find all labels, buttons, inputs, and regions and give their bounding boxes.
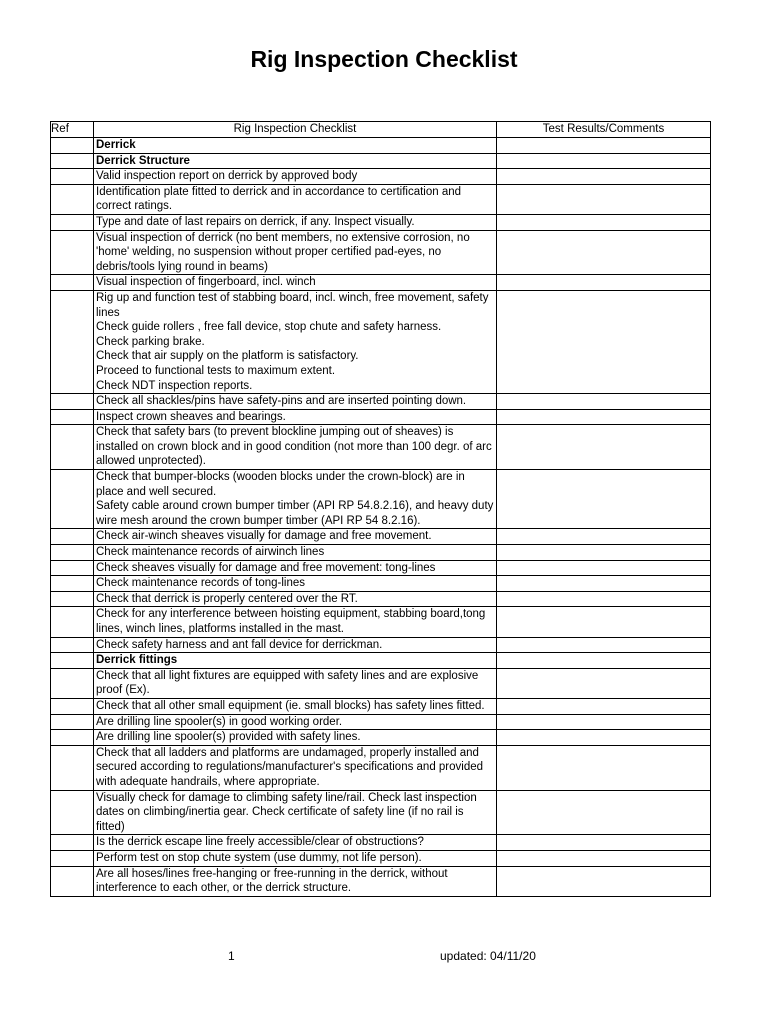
table-row — [51, 668, 711, 698]
result-cell[interactable] — [497, 637, 711, 653]
table-row — [51, 698, 711, 714]
ref-cell — [51, 730, 94, 746]
checklist-item: Visual inspection of fingerboard, incl. winch — [94, 275, 497, 291]
table-row — [51, 591, 711, 607]
table-row — [51, 409, 711, 425]
checklist-item: Are drilling line spooler(s) in good working order. — [94, 714, 497, 730]
ref-cell — [51, 138, 94, 154]
section-row — [51, 653, 711, 669]
page-number: 1 — [228, 949, 235, 963]
result-cell[interactable] — [497, 169, 711, 185]
result-cell[interactable] — [497, 591, 711, 607]
section-row — [51, 138, 711, 154]
checklist-item: Is the derrick escape line freely accessible/clear of obstructions? — [94, 835, 497, 851]
checklist-item: Perform test on stop chute system (use dummy, not life person). — [94, 850, 497, 866]
results-column-header: Test Results/Comments — [497, 122, 711, 138]
table-row — [51, 730, 711, 746]
table-row — [51, 275, 711, 291]
checklist-item: Check that bumper-blocks (wooden blocks under the crown-block) are in place and well secured. Safety cable around crown bumper timber (API RP 54.8.2.16), and heavy duty wire mesh around the crown bumper timber (API RP 54 8.2.16). — [94, 470, 497, 529]
ref-cell — [51, 714, 94, 730]
result-cell[interactable] — [497, 790, 711, 835]
page-title: Rig Inspection Checklist — [250, 46, 518, 72]
table-row — [51, 850, 711, 866]
ref-cell — [51, 529, 94, 545]
result-cell[interactable] — [497, 214, 711, 230]
ref-cell — [51, 790, 94, 835]
checklist-item: Valid inspection report on derrick by approved body — [94, 169, 497, 185]
ref-cell — [51, 576, 94, 592]
result-cell[interactable] — [497, 409, 711, 425]
result-cell[interactable] — [497, 545, 711, 561]
checklist-item: Check that all ladders and platforms are undamaged, properly installed and secured according to regulations/manufacturer's specifications and provided with adequate handrails, where appropriate. — [94, 745, 497, 790]
table-row — [51, 790, 711, 835]
ref-cell — [51, 425, 94, 470]
result-cell[interactable] — [497, 138, 711, 154]
result-cell[interactable] — [497, 275, 711, 291]
ref-cell — [51, 866, 94, 896]
ref-cell — [51, 637, 94, 653]
result-cell[interactable] — [497, 184, 711, 214]
result-cell[interactable] — [497, 576, 711, 592]
result-cell[interactable] — [497, 730, 711, 746]
result-cell[interactable] — [497, 529, 711, 545]
table-row — [51, 866, 711, 896]
table-header-row — [51, 122, 711, 138]
ref-cell — [51, 153, 94, 169]
updated-date: updated: 04/11/20 — [440, 949, 536, 963]
table-row — [51, 576, 711, 592]
result-cell[interactable] — [497, 607, 711, 637]
table-row — [51, 230, 711, 275]
checklist-item: Check that all light fixtures are equipped with safety lines and are explosive proof (Ex). — [94, 668, 497, 698]
result-cell[interactable] — [497, 290, 711, 393]
checklist-item: Check all shackles/pins have safety-pins and are inserted pointing down. — [94, 394, 497, 410]
ref-cell — [51, 394, 94, 410]
checklist-item: Identification plate fitted to derrick and in accordance to certification and correct ratings. — [94, 184, 497, 214]
result-cell[interactable] — [497, 394, 711, 410]
section-heading: Derrick Structure — [94, 153, 497, 169]
result-cell[interactable] — [497, 668, 711, 698]
checklist-item: Check maintenance records of tong-lines — [94, 576, 497, 592]
result-cell[interactable] — [497, 653, 711, 669]
ref-cell — [51, 275, 94, 291]
result-cell[interactable] — [497, 714, 711, 730]
checklist-item: Check for any interference between hoisting equipment, stabbing board,tong lines, winch lines, platforms installed in the mast. — [94, 607, 497, 637]
section-heading: Derrick — [94, 138, 497, 154]
result-cell[interactable] — [497, 850, 711, 866]
checklist-item: Check air-winch sheaves visually for damage and free movement. — [94, 529, 497, 545]
result-cell[interactable] — [497, 560, 711, 576]
table-row — [51, 425, 711, 470]
ref-cell — [51, 545, 94, 561]
section-row — [51, 153, 711, 169]
checklist-item: Are all hoses/lines free-hanging or free-running in the derrick, without interference to each other, or the derrick structure. — [94, 866, 497, 896]
table-row — [51, 394, 711, 410]
ref-cell — [51, 653, 94, 669]
table-row — [51, 470, 711, 529]
ref-column-header: Ref — [51, 122, 94, 138]
ref-cell — [51, 607, 94, 637]
ref-cell — [51, 745, 94, 790]
checklist-item: Check maintenance records of airwinch lines — [94, 545, 497, 561]
result-cell[interactable] — [497, 153, 711, 169]
checklist-table — [50, 121, 711, 897]
checklist-item: Are drilling line spooler(s) provided with safety lines. — [94, 730, 497, 746]
ref-cell — [51, 698, 94, 714]
ref-cell — [51, 214, 94, 230]
checklist-item: Check safety harness and ant fall device for derrickman. — [94, 637, 497, 653]
table-row — [51, 290, 711, 393]
table-row — [51, 607, 711, 637]
ref-cell — [51, 470, 94, 529]
ref-cell — [51, 668, 94, 698]
ref-cell — [51, 409, 94, 425]
checklist-item: Visual inspection of derrick (no bent members, no extensive corrosion, no 'home' welding, no suspension without proper certified pad-eyes, no debris/tools lying round in beams) — [94, 230, 497, 275]
result-cell[interactable] — [497, 835, 711, 851]
result-cell[interactable] — [497, 470, 711, 529]
table-row — [51, 545, 711, 561]
ref-cell — [51, 169, 94, 185]
checklist-column-header: Rig Inspection Checklist — [94, 122, 497, 138]
ref-cell — [51, 835, 94, 851]
result-cell[interactable] — [497, 698, 711, 714]
table-row — [51, 184, 711, 214]
ref-cell — [51, 850, 94, 866]
checklist-item: Check that all other small equipment (ie. small blocks) has safety lines fitted. — [94, 698, 497, 714]
table-row — [51, 835, 711, 851]
table-row — [51, 714, 711, 730]
table-row — [51, 214, 711, 230]
table-row — [51, 560, 711, 576]
result-cell[interactable] — [497, 745, 711, 790]
checklist-item: Check that safety bars (to prevent blockline jumping out of sheaves) is installed on crown block and in good condition (not more than 100 degr. of arc allowed unprotected). — [94, 425, 497, 470]
checklist-item: Inspect crown sheaves and bearings. — [94, 409, 497, 425]
table-row — [51, 169, 711, 185]
ref-cell — [51, 591, 94, 607]
checklist-item: Check sheaves visually for damage and free movement: tong-lines — [94, 560, 497, 576]
table-row — [51, 637, 711, 653]
checklist-item: Rig up and function test of stabbing board, incl. winch, free movement, safety lines Check guide rollers , free fall device, stop chute and safety harness. Check parking brake. Check that air supply on the platform is satisfactory. Proceed to functional tests to maximum extent. Check NDT inspection reports. — [94, 290, 497, 393]
checklist-body — [51, 138, 711, 897]
result-cell[interactable] — [497, 866, 711, 896]
checklist-item: Type and date of last repairs on derrick, if any. Inspect visually. — [94, 214, 497, 230]
checklist-item: Visually check for damage to climbing safety line/rail. Check last inspection dates on climbing/inertia gear. Check certificate of safety line (if no rail is fitted) — [94, 790, 497, 835]
checklist-item: Check that derrick is properly centered over the RT. — [94, 591, 497, 607]
ref-cell — [51, 290, 94, 393]
ref-cell — [51, 560, 94, 576]
result-cell[interactable] — [497, 425, 711, 470]
ref-cell — [51, 184, 94, 214]
section-heading: Derrick fittings — [94, 653, 497, 669]
result-cell[interactable] — [497, 230, 711, 275]
table-row — [51, 745, 711, 790]
ref-cell — [51, 230, 94, 275]
table-row — [51, 529, 711, 545]
